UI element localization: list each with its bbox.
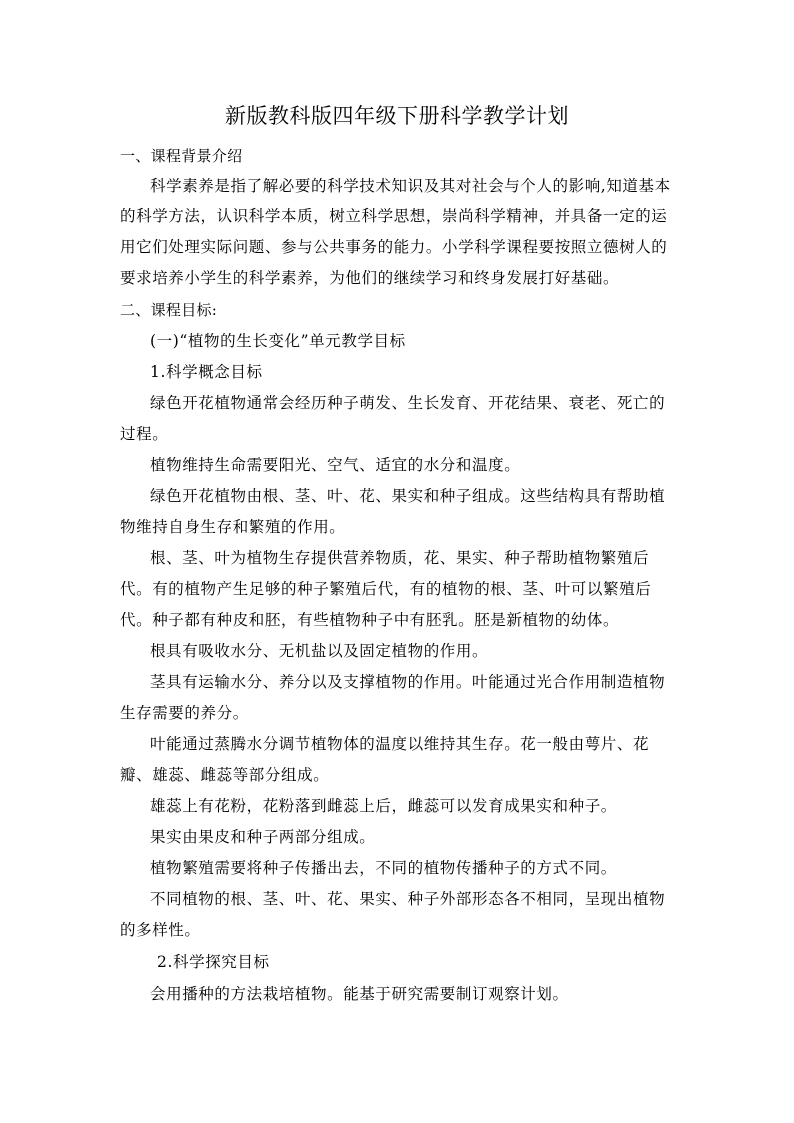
paragraph-line: 科学素养是指了解必要的科学技术知识及其对社会与个人的影响,知道基本 [150, 177, 671, 195]
paragraph-line: 绿色开花植物由根、茎、叶、花、果实和种子组成。这些结构具有帮助植 [150, 487, 666, 505]
paragraph-line: 生存需要的养分。 [120, 704, 249, 722]
paragraph-line: 茎具有运输水分、养分以及支撑植物的作用。叶能通过光合作用制造植物 [150, 673, 666, 691]
paragraph-line: 植物维持生命需要阳光、空气、适宜的水分和温度。 [150, 456, 521, 474]
paragraph-line: 叶能通过蒸腾水分调节植物体的温度以维持其生存。花一般由萼片、花 [150, 735, 650, 753]
paragraph-line: 不同植物的根、茎、叶、花、果实、种子外部形态各不相同，呈现出植物 [150, 890, 666, 908]
paragraph-line: 用它们处理实际问题、参与公共事务的能力。小学科学课程要按照立德树人的 [120, 238, 668, 256]
section-heading-goals: 二、课程目标: [120, 301, 218, 319]
paragraph-line: 根具有吸收水分、无机盐以及固定植物的作用。 [150, 642, 489, 660]
subsection-heading-inquiry: 2.科学探究目标 [157, 953, 270, 971]
paragraph-line: 物维持自身生存和繁殖的作用。 [120, 518, 346, 536]
paragraph-line: 过程。 [120, 425, 169, 443]
paragraph-line: 的多样性。 [120, 921, 201, 939]
paragraph-line: 雄蕊上有花粉，花粉落到雌蕊上后，雌蕊可以发育成果实和种子。 [150, 797, 617, 815]
document-title: 新版教科版四年级下册科学教学计划 [225, 104, 569, 128]
paragraph-line: 的科学方法，认识科学本质，树立科学思想，崇尚科学精神，并具备一定的运 [120, 207, 668, 225]
paragraph-line: 会用播种的方法栽培植物。能基于研究需要制订观察计划。 [150, 985, 569, 1003]
paragraph-line: 要求培养小学生的科学素养，为他们的继续学习和终身发展打好基础。 [120, 269, 620, 287]
paragraph-line: 代。种子都有种皮和胚，有些植物种子中有胚乳。胚是新植物的幼体。 [120, 611, 620, 629]
paragraph-line: 植物繁殖需要将种子传播出去，不同的植物传播种子的方式不同。 [150, 859, 617, 877]
paragraph-line: 根、茎、叶为植物生存提供营养物质，花、果实、种子帮助植物繁殖后 [150, 549, 650, 567]
paragraph-line: 果实由果皮和种子两部分组成。 [150, 828, 376, 846]
subsection-heading-concept: 1.科学概念目标 [150, 363, 263, 381]
paragraph-line: 代。有的植物产生足够的种子繁殖后代，有的植物的根、茎、叶可以繁殖后 [120, 580, 652, 598]
subsection-heading-unit: (一)“植物的生长变化”单元教学目标 [150, 332, 406, 350]
paragraph-line: 瓣、雄蕊、雌蕊等部分组成。 [120, 766, 330, 784]
paragraph-line: 绿色开花植物通常会经历种子萌发、生长发育、开花结果、衰老、死亡的 [150, 394, 666, 412]
section-heading-background: 一、课程背景介绍 [120, 147, 243, 165]
